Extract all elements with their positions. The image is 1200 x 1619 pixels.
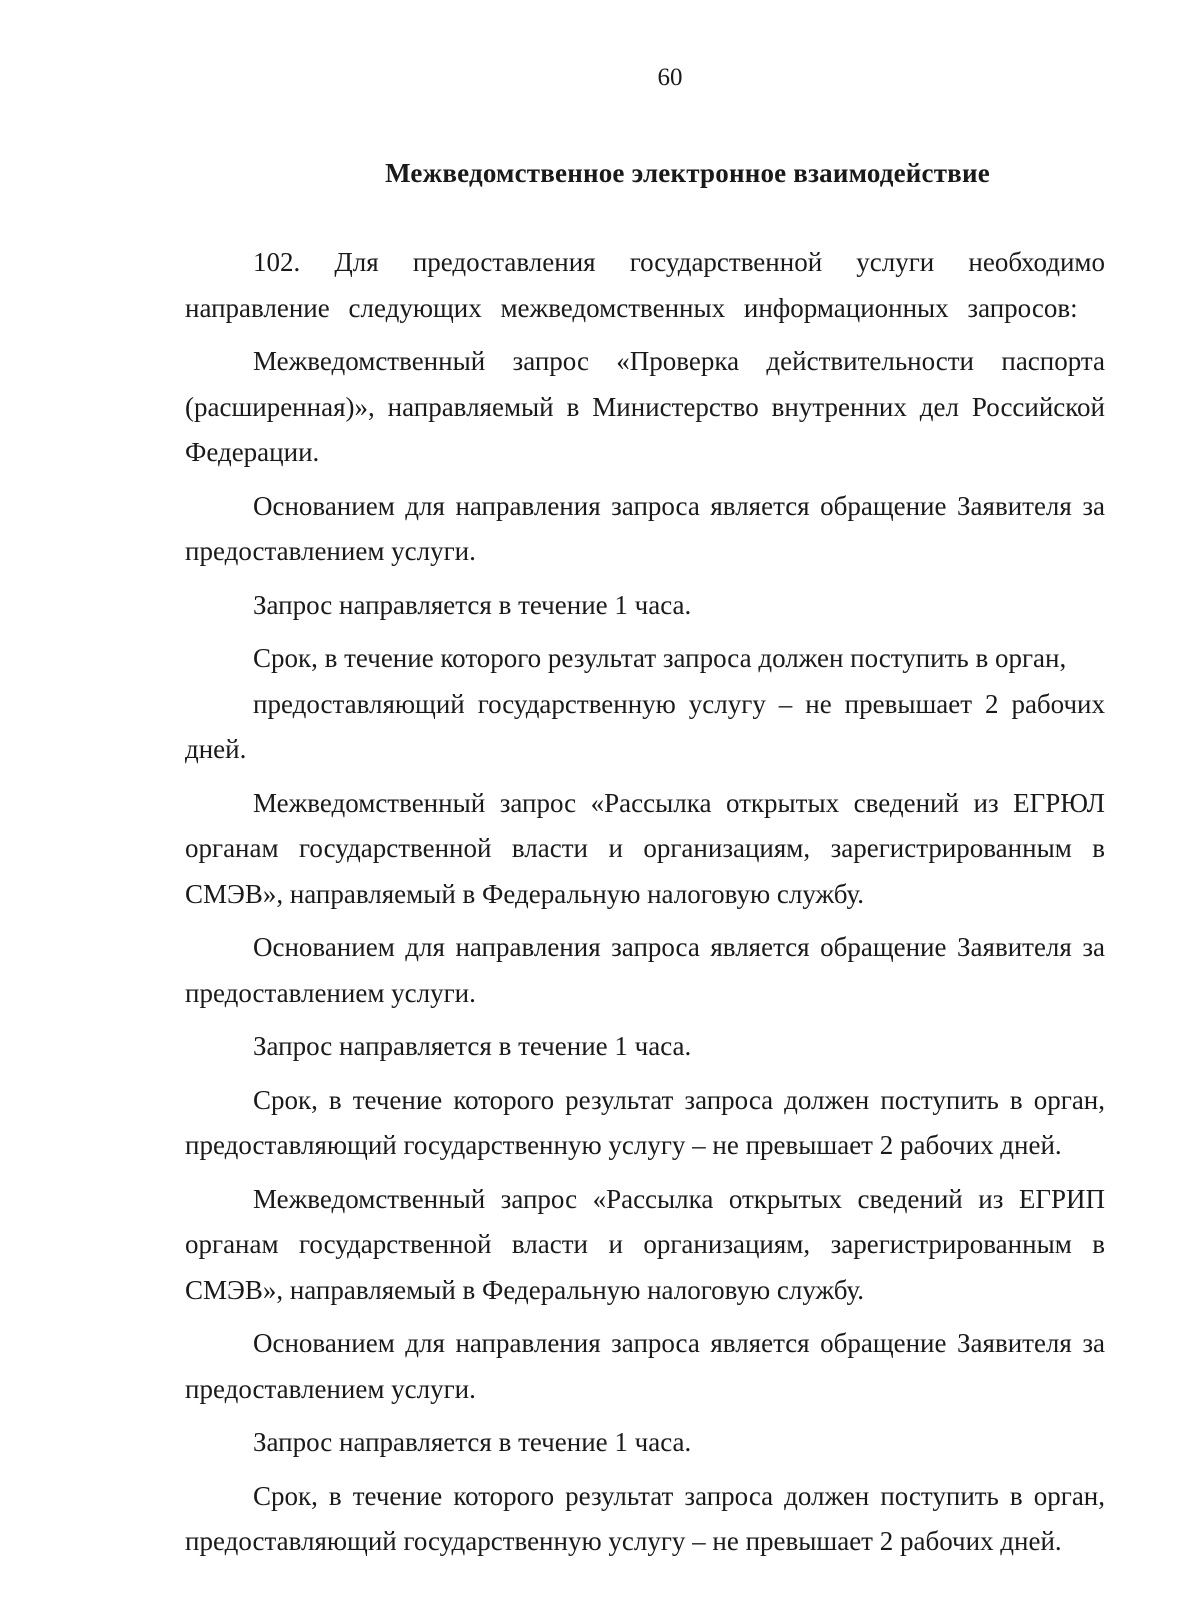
paragraph-basis-2: Основанием для направления запроса является обращение Заявителя за предоставлением услуги.: [185, 932, 1105, 1008]
paragraph-deadline-3: Срок, в течение которого результат запроса должен поступить в орган, предоставляющий государственную услугу – не превышает 2 рабочих дней.: [185, 1480, 1105, 1556]
section-heading: Межведомственное электронное взаимодействие: [385, 158, 990, 188]
paragraph-basis-1: Основанием для направления запроса является обращение Заявителя за предоставлением услуги.: [185, 490, 1105, 566]
body-text: [185, 240, 1105, 1565]
paragraph-basis-3: Основанием для направления запроса является обращение Заявителя за предоставлением услуги.: [185, 1328, 1105, 1404]
paragraph-deadline-2: Срок, в течение которого результат запроса должен поступить в орган, предоставляющий государственную услугу – не превышает 2 рабочих дней.: [185, 1084, 1105, 1160]
paragraph-request-egrip: Межведомственный запрос «Рассылка открытых сведений из ЕГРИП органам государственной власти и организациям, зарегистрированным в СМЭВ», направляемый в Федеральную налоговую службу.: [185, 1183, 1105, 1305]
paragraph-request-egrul: Межведомственный запрос «Рассылка открытых сведений из ЕГРЮЛ органам государственной власти и организациям, зарегистрированным в СМЭВ», направляемый в Федеральную налоговую службу.: [185, 787, 1105, 909]
paragraph-send-time-1: Запрос направляется в течение 1 часа.: [253, 589, 692, 620]
paragraph-102: 102. Для предоставления государственной услуги необходимо направление следующих межведомственных информационных запросов:: [185, 247, 1105, 323]
paragraph-send-time-2: Запрос направляется в течение 1 часа.: [253, 1031, 692, 1061]
paragraph-request-passport: Межведомственный запрос «Проверка действительности паспорта (расширенная)», направляемый в Министерство внутренних дел Российской Федерации.: [185, 346, 1105, 467]
paragraph-send-time-3: Запрос направляется в течение 1 часа.: [253, 1427, 692, 1457]
paragraph-deadline-1a: Срок, в течение которого результат запроса должен поступить в орган,: [253, 643, 1067, 673]
page-number: 60: [657, 64, 683, 91]
paragraph-deadline-1b: предоставляющий государственную услугу – не превышает 2 рабочих дней.: [185, 688, 1105, 764]
